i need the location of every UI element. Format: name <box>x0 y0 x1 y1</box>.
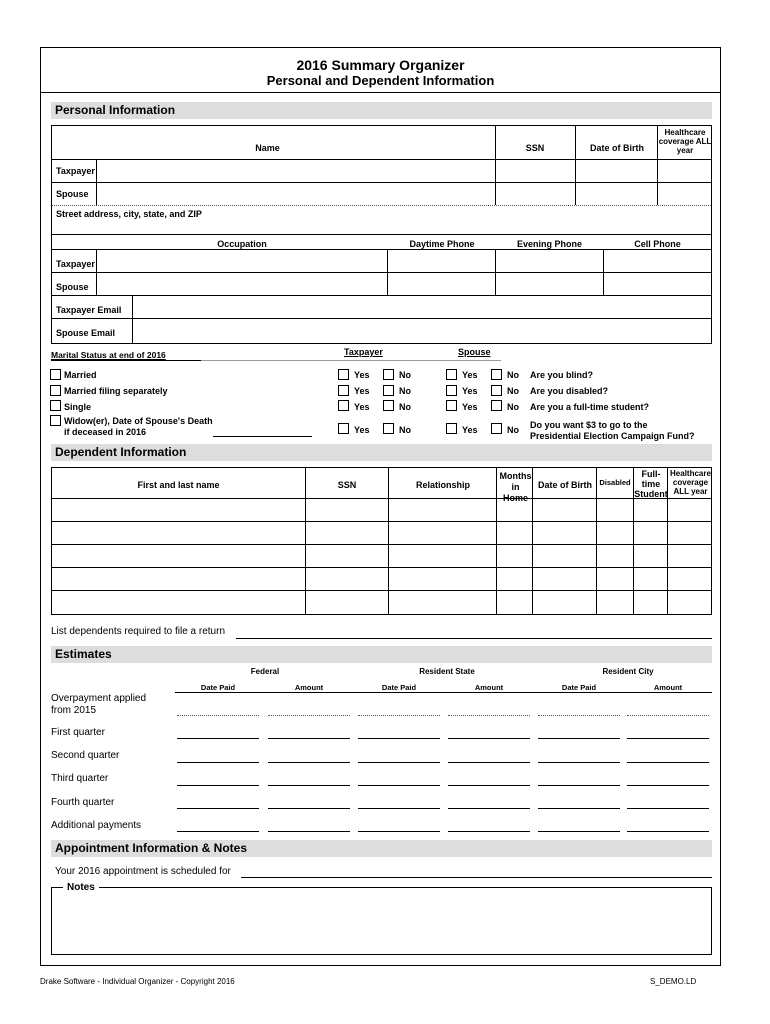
estimate-entry-field[interactable] <box>358 762 440 763</box>
col-occupation-header: Occupation <box>217 239 267 249</box>
widower-label-2: if deceased in 2016 <box>64 427 147 437</box>
yes-label: Yes <box>354 425 370 435</box>
dependent-row[interactable] <box>52 499 711 521</box>
estimate-entry-field[interactable] <box>538 785 620 786</box>
taxpayer-column-header: Taxpayer <box>344 347 383 357</box>
yes-label: Yes <box>462 370 478 380</box>
estimate-entry-field[interactable] <box>177 831 259 832</box>
dependent-row[interactable] <box>52 568 711 590</box>
estimate-entry-field[interactable] <box>177 738 259 739</box>
estimate-entry-field[interactable] <box>268 762 350 763</box>
overpayment-label: Overpayment applied <box>51 693 147 704</box>
no-label: No <box>507 386 519 396</box>
estimate-entry-field[interactable] <box>358 831 440 832</box>
spouse-campaign-no-checkbox[interactable] <box>491 423 502 434</box>
campaign-question-1: Do you want $3 to go to the <box>530 420 648 430</box>
taxpayer-email-label: Taxpayer Email <box>56 305 122 315</box>
resident-city-header: Resident City <box>602 667 654 676</box>
estimate-entry-field[interactable] <box>177 808 259 809</box>
footer-copyright: Drake Software - Individual Organizer - Copyright 2016 <box>40 977 235 986</box>
no-label: No <box>507 402 519 412</box>
footer-code: S_DEMO.LD <box>650 977 697 986</box>
col-daytime-phone-header: Daytime Phone <box>409 239 475 249</box>
estimate-entry-field[interactable] <box>627 785 709 786</box>
estimate-entry-field[interactable] <box>627 831 709 832</box>
yes-label: Yes <box>354 402 370 412</box>
married-checkbox[interactable] <box>50 369 61 380</box>
estimate-entry-field[interactable] <box>268 785 350 786</box>
section-dependent-information: Dependent Information <box>51 444 712 461</box>
taxpayer-disabled-yes-checkbox[interactable] <box>338 385 349 396</box>
taxpayer-student-yes-checkbox[interactable] <box>338 400 349 411</box>
spouse-disabled-yes-checkbox[interactable] <box>446 385 457 396</box>
dependent-row[interactable] <box>52 545 711 567</box>
taxpayer-email-field[interactable] <box>133 296 711 318</box>
page-subtitle: Personal and Dependent Information <box>266 73 495 88</box>
taxpayer-name-field[interactable] <box>97 160 495 182</box>
dep-col-months: Months in Home <box>499 471 532 503</box>
spouse-student-yes-checkbox[interactable] <box>446 400 457 411</box>
blind-question: Are you blind? <box>530 370 593 380</box>
taxpayer-blind-yes-checkbox[interactable] <box>338 369 349 380</box>
estimate-entry-field[interactable] <box>448 808 530 809</box>
estimate-entry-field[interactable] <box>358 738 440 739</box>
col-dob-header: Date of Birth <box>590 143 644 153</box>
estimate-entry-field[interactable] <box>358 715 440 716</box>
federal-date-paid-header: Date Paid <box>200 683 236 692</box>
yes-label: Yes <box>462 425 478 435</box>
spouse-email-field[interactable] <box>133 319 711 343</box>
taxpayer-disabled-no-checkbox[interactable] <box>383 385 394 396</box>
no-label: No <box>399 370 411 380</box>
no-label: No <box>399 425 411 435</box>
dep-col-fulltime: Full- time Student <box>634 469 668 499</box>
estimate-entry-field[interactable] <box>448 762 530 763</box>
estimate-entry-field[interactable] <box>358 808 440 809</box>
yes-label: Yes <box>354 386 370 396</box>
resident-state-header: Resident State <box>419 667 475 676</box>
state-amount-header: Amount <box>474 683 504 692</box>
estimate-entry-field[interactable] <box>177 785 259 786</box>
first-quarter-label: First quarter <box>51 727 105 738</box>
city-amount-header: Amount <box>653 683 683 692</box>
estimate-entry-field[interactable] <box>268 738 350 739</box>
disabled-question: Are you disabled? <box>530 386 609 396</box>
widower-checkbox[interactable] <box>50 415 61 426</box>
estimate-entry-field[interactable] <box>448 785 530 786</box>
yes-label: Yes <box>462 386 478 396</box>
col-name-header: Name <box>255 143 280 153</box>
spouse-email-label: Spouse Email <box>56 328 116 338</box>
spouse-row-label: Spouse <box>56 189 89 199</box>
spouse-student-no-checkbox[interactable] <box>491 400 502 411</box>
section-estimates: Estimates <box>51 646 712 663</box>
estimate-entry-field[interactable] <box>627 715 709 716</box>
spouse-campaign-yes-checkbox[interactable] <box>446 423 457 434</box>
married-filing-separately-checkbox[interactable] <box>50 385 61 396</box>
estimate-entry-field[interactable] <box>268 715 350 716</box>
estimate-entry-field[interactable] <box>538 762 620 763</box>
estimate-entry-field[interactable] <box>538 715 620 716</box>
state-date-paid-header: Date Paid <box>381 683 417 692</box>
yes-label: Yes <box>354 370 370 380</box>
page-title: 2016 Summary Organizer <box>296 57 465 73</box>
spouse-column-header: Spouse <box>458 347 491 357</box>
widower-label: Widow(er), Date of Spouse's Death <box>64 416 213 426</box>
no-label: No <box>507 370 519 380</box>
yes-label: Yes <box>462 402 478 412</box>
address-label: Street address, city, state, and ZIP <box>56 209 202 219</box>
spouse-blind-yes-checkbox[interactable] <box>446 369 457 380</box>
estimate-entry-field[interactable] <box>268 831 350 832</box>
estimate-entry-field[interactable] <box>538 831 620 832</box>
additional-payments-label: Additional payments <box>51 820 142 831</box>
taxpayer-row-label: Taxpayer <box>56 166 95 176</box>
personal-info-table <box>51 125 712 344</box>
spouse-name-field[interactable] <box>97 183 495 205</box>
estimate-entry-field[interactable] <box>268 808 350 809</box>
list-dependents-field[interactable] <box>236 638 712 639</box>
dep-col-health: Healthcare coverage ALL year <box>670 469 711 496</box>
estimate-entry-field[interactable] <box>627 738 709 739</box>
col-cell-phone-header: Cell Phone <box>634 239 681 249</box>
section-appointment: Appointment Information & Notes <box>51 840 712 857</box>
federal-amount-header: Amount <box>294 683 324 692</box>
appointment-field[interactable] <box>241 877 712 878</box>
no-label: No <box>399 402 411 412</box>
section-personal-information: Personal Information <box>51 102 712 119</box>
col-ssn-header: SSN <box>525 143 545 153</box>
second-quarter-label: Second quarter <box>51 750 120 761</box>
dep-col-ssn: SSN <box>337 480 357 490</box>
taxpayer-blind-no-checkbox[interactable] <box>383 369 394 380</box>
estimate-entry-field[interactable] <box>448 831 530 832</box>
dep-col-name: First and last name <box>137 480 220 490</box>
estimate-entry-field[interactable] <box>538 738 620 739</box>
list-dependents-label: List dependents required to file a return <box>51 626 225 637</box>
campaign-question-2: Presidential Election Campaign Fund? <box>530 431 695 441</box>
no-label: No <box>507 425 519 435</box>
taxpayer-campaign-yes-checkbox[interactable] <box>338 423 349 434</box>
single-label: Single <box>64 402 92 412</box>
spouse-death-date-field[interactable] <box>213 436 312 437</box>
taxpayer-occupation-label: Taxpayer <box>56 259 95 269</box>
spouse-disabled-no-checkbox[interactable] <box>491 385 502 396</box>
estimate-entry-field[interactable] <box>627 808 709 809</box>
taxpayer-student-no-checkbox[interactable] <box>383 400 394 411</box>
dependents-table <box>51 467 712 615</box>
marital-status-header: Marital Status at end of 2016 <box>51 350 166 360</box>
organizer-page <box>40 47 721 966</box>
estimate-entry-field[interactable] <box>448 715 530 716</box>
title-divider <box>41 92 720 93</box>
single-checkbox[interactable] <box>50 400 61 411</box>
address-field[interactable] <box>52 206 711 234</box>
estimate-entry-field[interactable] <box>358 785 440 786</box>
estimate-entry-field[interactable] <box>448 738 530 739</box>
notes-box[interactable] <box>51 887 712 955</box>
dependent-row[interactable] <box>52 522 711 544</box>
dep-col-disabled: Disabled <box>599 478 631 487</box>
no-label: No <box>399 386 411 396</box>
spouse-blind-no-checkbox[interactable] <box>491 369 502 380</box>
third-quarter-label: Third quarter <box>51 773 109 784</box>
taxpayer-campaign-no-checkbox[interactable] <box>383 423 394 434</box>
estimate-entry-field[interactable] <box>538 808 620 809</box>
col-health-header: Healthcare coverage ALL year <box>658 128 712 155</box>
married-filing-separately-label: Married filing separately <box>64 386 168 396</box>
dep-col-dob: Date of Birth <box>538 480 592 490</box>
city-date-paid-header: Date Paid <box>561 683 597 692</box>
appointment-label: Your 2016 appointment is scheduled for <box>55 866 231 877</box>
estimate-entry-field[interactable] <box>627 762 709 763</box>
student-question: Are you a full-time student? <box>530 402 650 412</box>
dep-col-relationship: Relationship <box>415 480 470 490</box>
estimate-entry-field[interactable] <box>177 762 259 763</box>
overpayment-label-2: from 2015 <box>51 705 97 716</box>
federal-header: Federal <box>250 667 280 676</box>
notes-label: Notes <box>63 882 99 893</box>
spouse-occupation-label: Spouse <box>56 282 89 292</box>
col-evening-phone-header: Evening Phone <box>516 239 582 249</box>
fourth-quarter-label: Fourth quarter <box>51 797 115 808</box>
married-label: Married <box>64 370 97 380</box>
estimate-entry-field[interactable] <box>177 715 259 716</box>
dependent-row[interactable] <box>52 591 711 614</box>
